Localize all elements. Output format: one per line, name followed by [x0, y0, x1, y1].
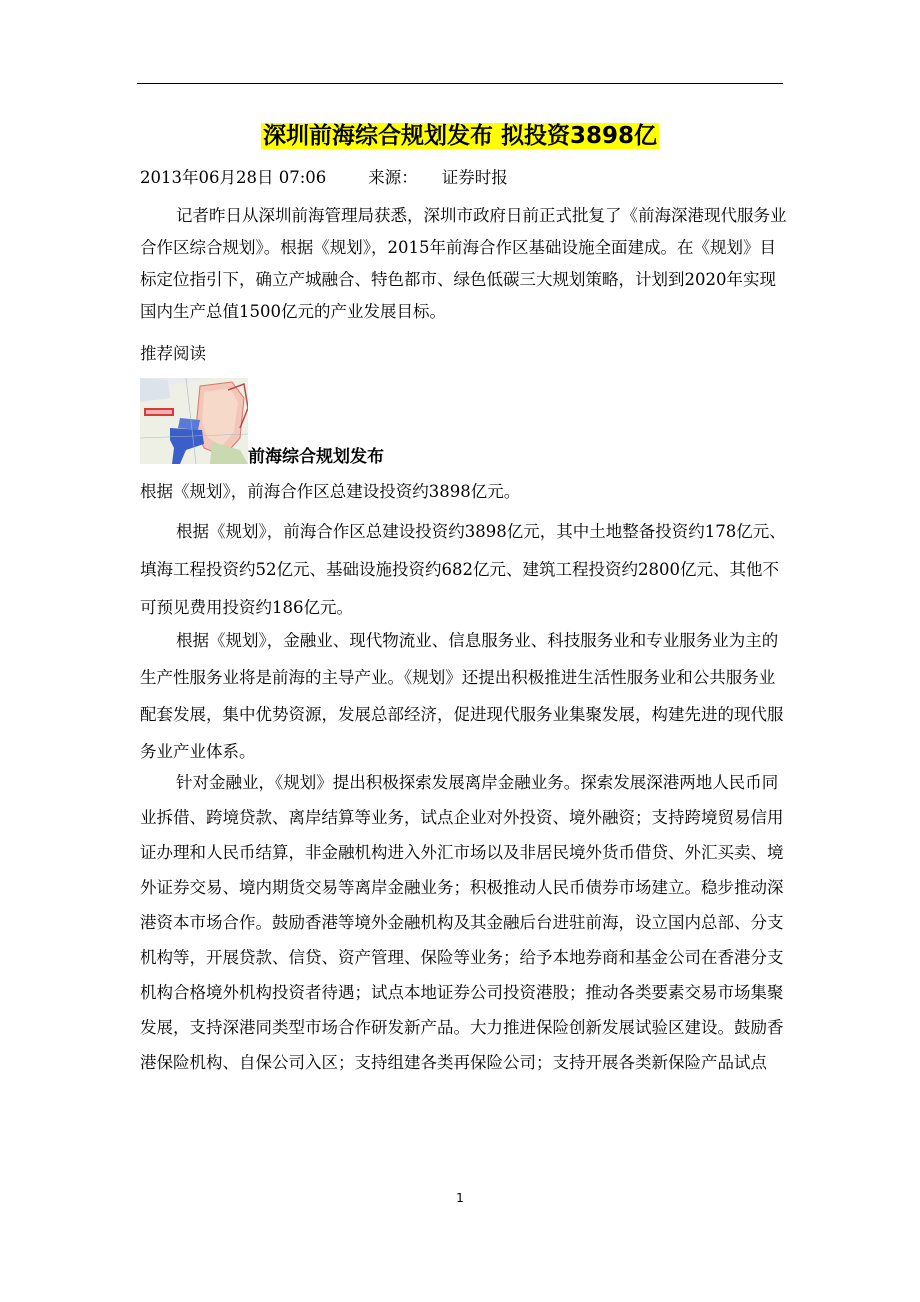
page-number: 1 — [456, 1191, 464, 1205]
article-meta — [140, 164, 508, 192]
header-rule — [137, 83, 783, 84]
planning-map-image[interactable] — [140, 378, 248, 464]
finance-paragraph: 针对金融业，《规划》提出积极探索发展离岸金融业务。探索发展深港两地人民币同业拆借、跨境贷款、离岸结算等业务，试点企业对外投资、境外融资；支持跨境贸易信用证办理和人民币结算，非金融机构进入外汇市场以及非居民境外货币借贷、外汇买卖、境外证券交易、境内期货交易等离岸金融业务；积极推动人民币债券市场建立。稳步推动深港资本市场合作。鼓励香港等境外金融机构及其金融后台进驻前海，设立国内总部、分支机构等，开展贷款、信贷、资产管理、保险等业务；给予本地券商和基金公司在香港分支机构合格境外机构投资者待遇；试点本地证券公司投资港股；推动各类要素交易市场集聚发展，支持深港同类型市场合作研发新产品。大力推进保险创新发展试验区建设。鼓励香港保险机构、自保公司入区；支持组建各类再保险公司；支持开展各类新保险产品试点 — [140, 773, 784, 1072]
industry-paragraph: 根据《规划》，金融业、现代物流业、信息服务业、科技服务业和专业服务业为主的生产性服务业将是前海的主导产业。《规划》还提出积极推进生活性服务业和公共服务业配套发展，集中优势资源，发展总部经济，促进现代服务业集聚发展，构建先进的现代服务业产业体系。 — [140, 631, 784, 761]
investment-paragraph: 根据《规划》，前海合作区总建设投资约3898亿元，其中土地整备投资约178亿元、填海工程投资约52亿元、基础设施投资约682亿元、建筑工程投资约2800亿元、其他不可预见费用投资约186亿元。 — [140, 522, 786, 617]
source-label: 来源： — [368, 168, 418, 187]
lead-paragraph: 记者昨日从深圳前海管理局获悉，深圳市政府日前正式批复了《前海深港现代服务业合作区综合规划》。根据《规划》，2015年前海合作区基础设施全面建成。在《规划》目标定位指引下，确立产城融合、特色都市、绿色低碳三大规划策略，计划到2020年实现国内生产总值1500亿元的产业发展目标。 — [140, 206, 787, 321]
article-title: 深圳前海综合规划发布 拟投资3898亿 — [262, 123, 658, 149]
source-value: 证券时报 — [441, 168, 508, 187]
recommended-article-link[interactable]: 前海综合规划发布 — [248, 447, 384, 467]
summary-paragraph: 根据《规划》，前海合作区总建设投资约3898亿元。 — [140, 482, 521, 501]
publish-date: 2013年06月28日 07:06 — [140, 168, 327, 187]
recommended-label: 推荐阅读 — [140, 344, 206, 363]
